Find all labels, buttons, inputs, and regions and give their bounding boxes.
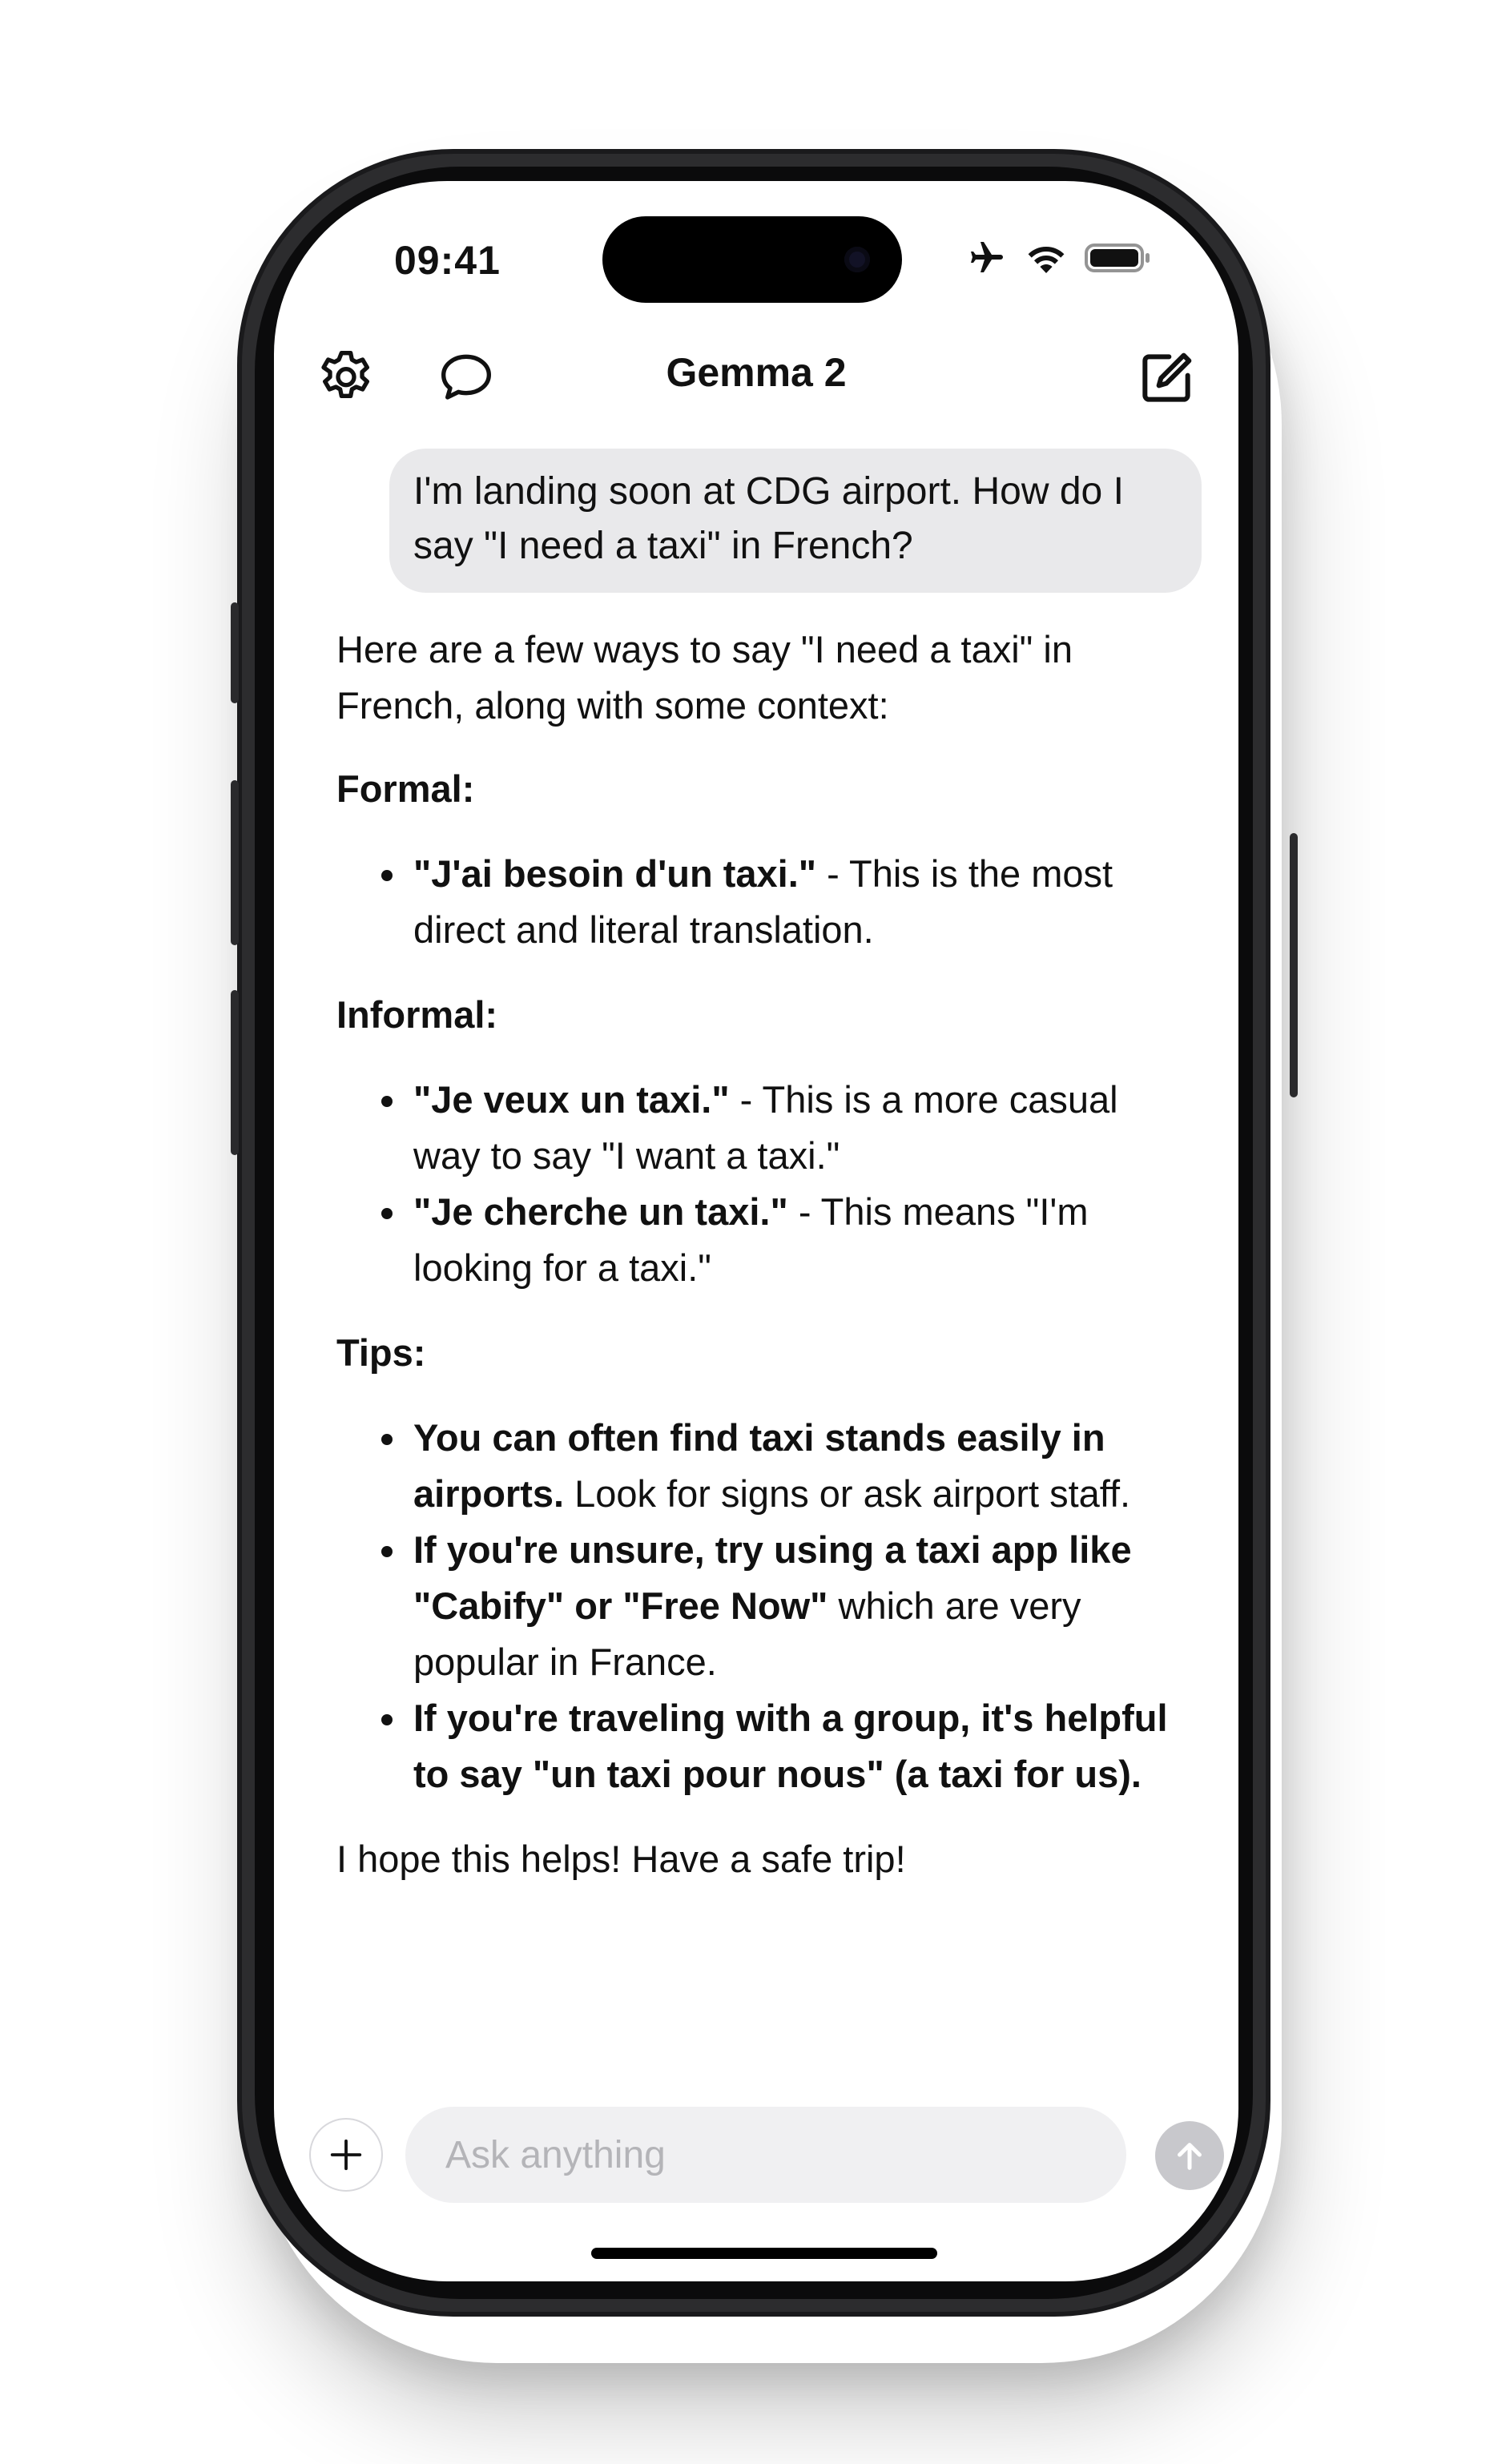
airplane-icon xyxy=(966,239,1008,277)
list-item xyxy=(336,1410,1178,1522)
list-item-text: Look for signs or ask airport staff. xyxy=(564,1472,1131,1515)
list-item xyxy=(336,1522,1178,1690)
list-item-bold: If you're unsure, try using a taxi app like "Cabify" or "Free Now" xyxy=(413,1528,1132,1627)
list-item-bold: "J'ai besoin d'un taxi." xyxy=(413,852,817,895)
list-item-text: - This means "I'm looking for a taxi." xyxy=(413,1190,1089,1289)
status-icons xyxy=(966,239,1152,277)
ask-input[interactable] xyxy=(405,2107,1126,2203)
list-item xyxy=(336,1690,1178,1802)
tips-list xyxy=(336,1410,1178,1802)
section-heading-formal: Formal: xyxy=(336,767,475,810)
assistant-response xyxy=(336,622,1178,1914)
section-heading-tips: Tips: xyxy=(336,1331,426,1374)
list-item xyxy=(336,846,1178,958)
composer-bar xyxy=(274,2102,1238,2206)
list-item-text: which are very popular in France. xyxy=(413,1584,1081,1683)
section-heading-informal: Informal: xyxy=(336,993,498,1036)
response-closing: I hope this helps! Have a safe trip! xyxy=(336,1838,906,1880)
dynamic-island xyxy=(602,216,902,303)
wifi-icon xyxy=(1025,242,1067,274)
arrow-up-icon xyxy=(1171,2137,1208,2174)
front-camera xyxy=(844,247,870,272)
response-intro: Here are a few ways to say "I need a taxi" in French, along with some context: xyxy=(336,628,1073,727)
informal-list xyxy=(336,1072,1178,1296)
list-item-bold: "Je veux un taxi." xyxy=(413,1078,730,1121)
page-title: Gemma 2 xyxy=(666,350,847,395)
power-button xyxy=(1290,833,1298,1097)
send-button[interactable] xyxy=(1155,2121,1224,2190)
action-button xyxy=(231,602,239,703)
list-item-text: - This is a more casual way to say "I want a taxi." xyxy=(413,1078,1118,1177)
nav-bar xyxy=(274,333,1238,413)
list-item-bold: "Je cherche un taxi." xyxy=(413,1190,788,1233)
app-screen xyxy=(274,181,1238,2281)
attach-button[interactable] xyxy=(309,2118,383,2192)
list-item-text: - This is the most direct and literal translation. xyxy=(413,852,1113,951)
list-item-bold: If you're traveling with a group, it's helpful to say "un taxi pour nous" (a taxi for us). xyxy=(413,1697,1168,1795)
plus-icon xyxy=(328,2136,364,2173)
list-item-bold: You can often find taxi stands easily in airports. xyxy=(413,1416,1105,1515)
volume-down-button xyxy=(231,990,239,1155)
list-item xyxy=(336,1184,1178,1296)
list-item xyxy=(336,1072,1178,1184)
battery-icon xyxy=(1085,242,1152,274)
formal-list xyxy=(336,846,1178,958)
compose-icon xyxy=(1134,346,1198,410)
home-indicator[interactable] xyxy=(591,2248,937,2259)
volume-up-button xyxy=(231,780,239,945)
new-chat-button[interactable] xyxy=(1134,346,1198,414)
status-time: 09:41 xyxy=(394,238,501,283)
user-message-bubble: I'm landing soon at CDG airport. How do I say "I need a taxi" in French? xyxy=(389,449,1202,593)
